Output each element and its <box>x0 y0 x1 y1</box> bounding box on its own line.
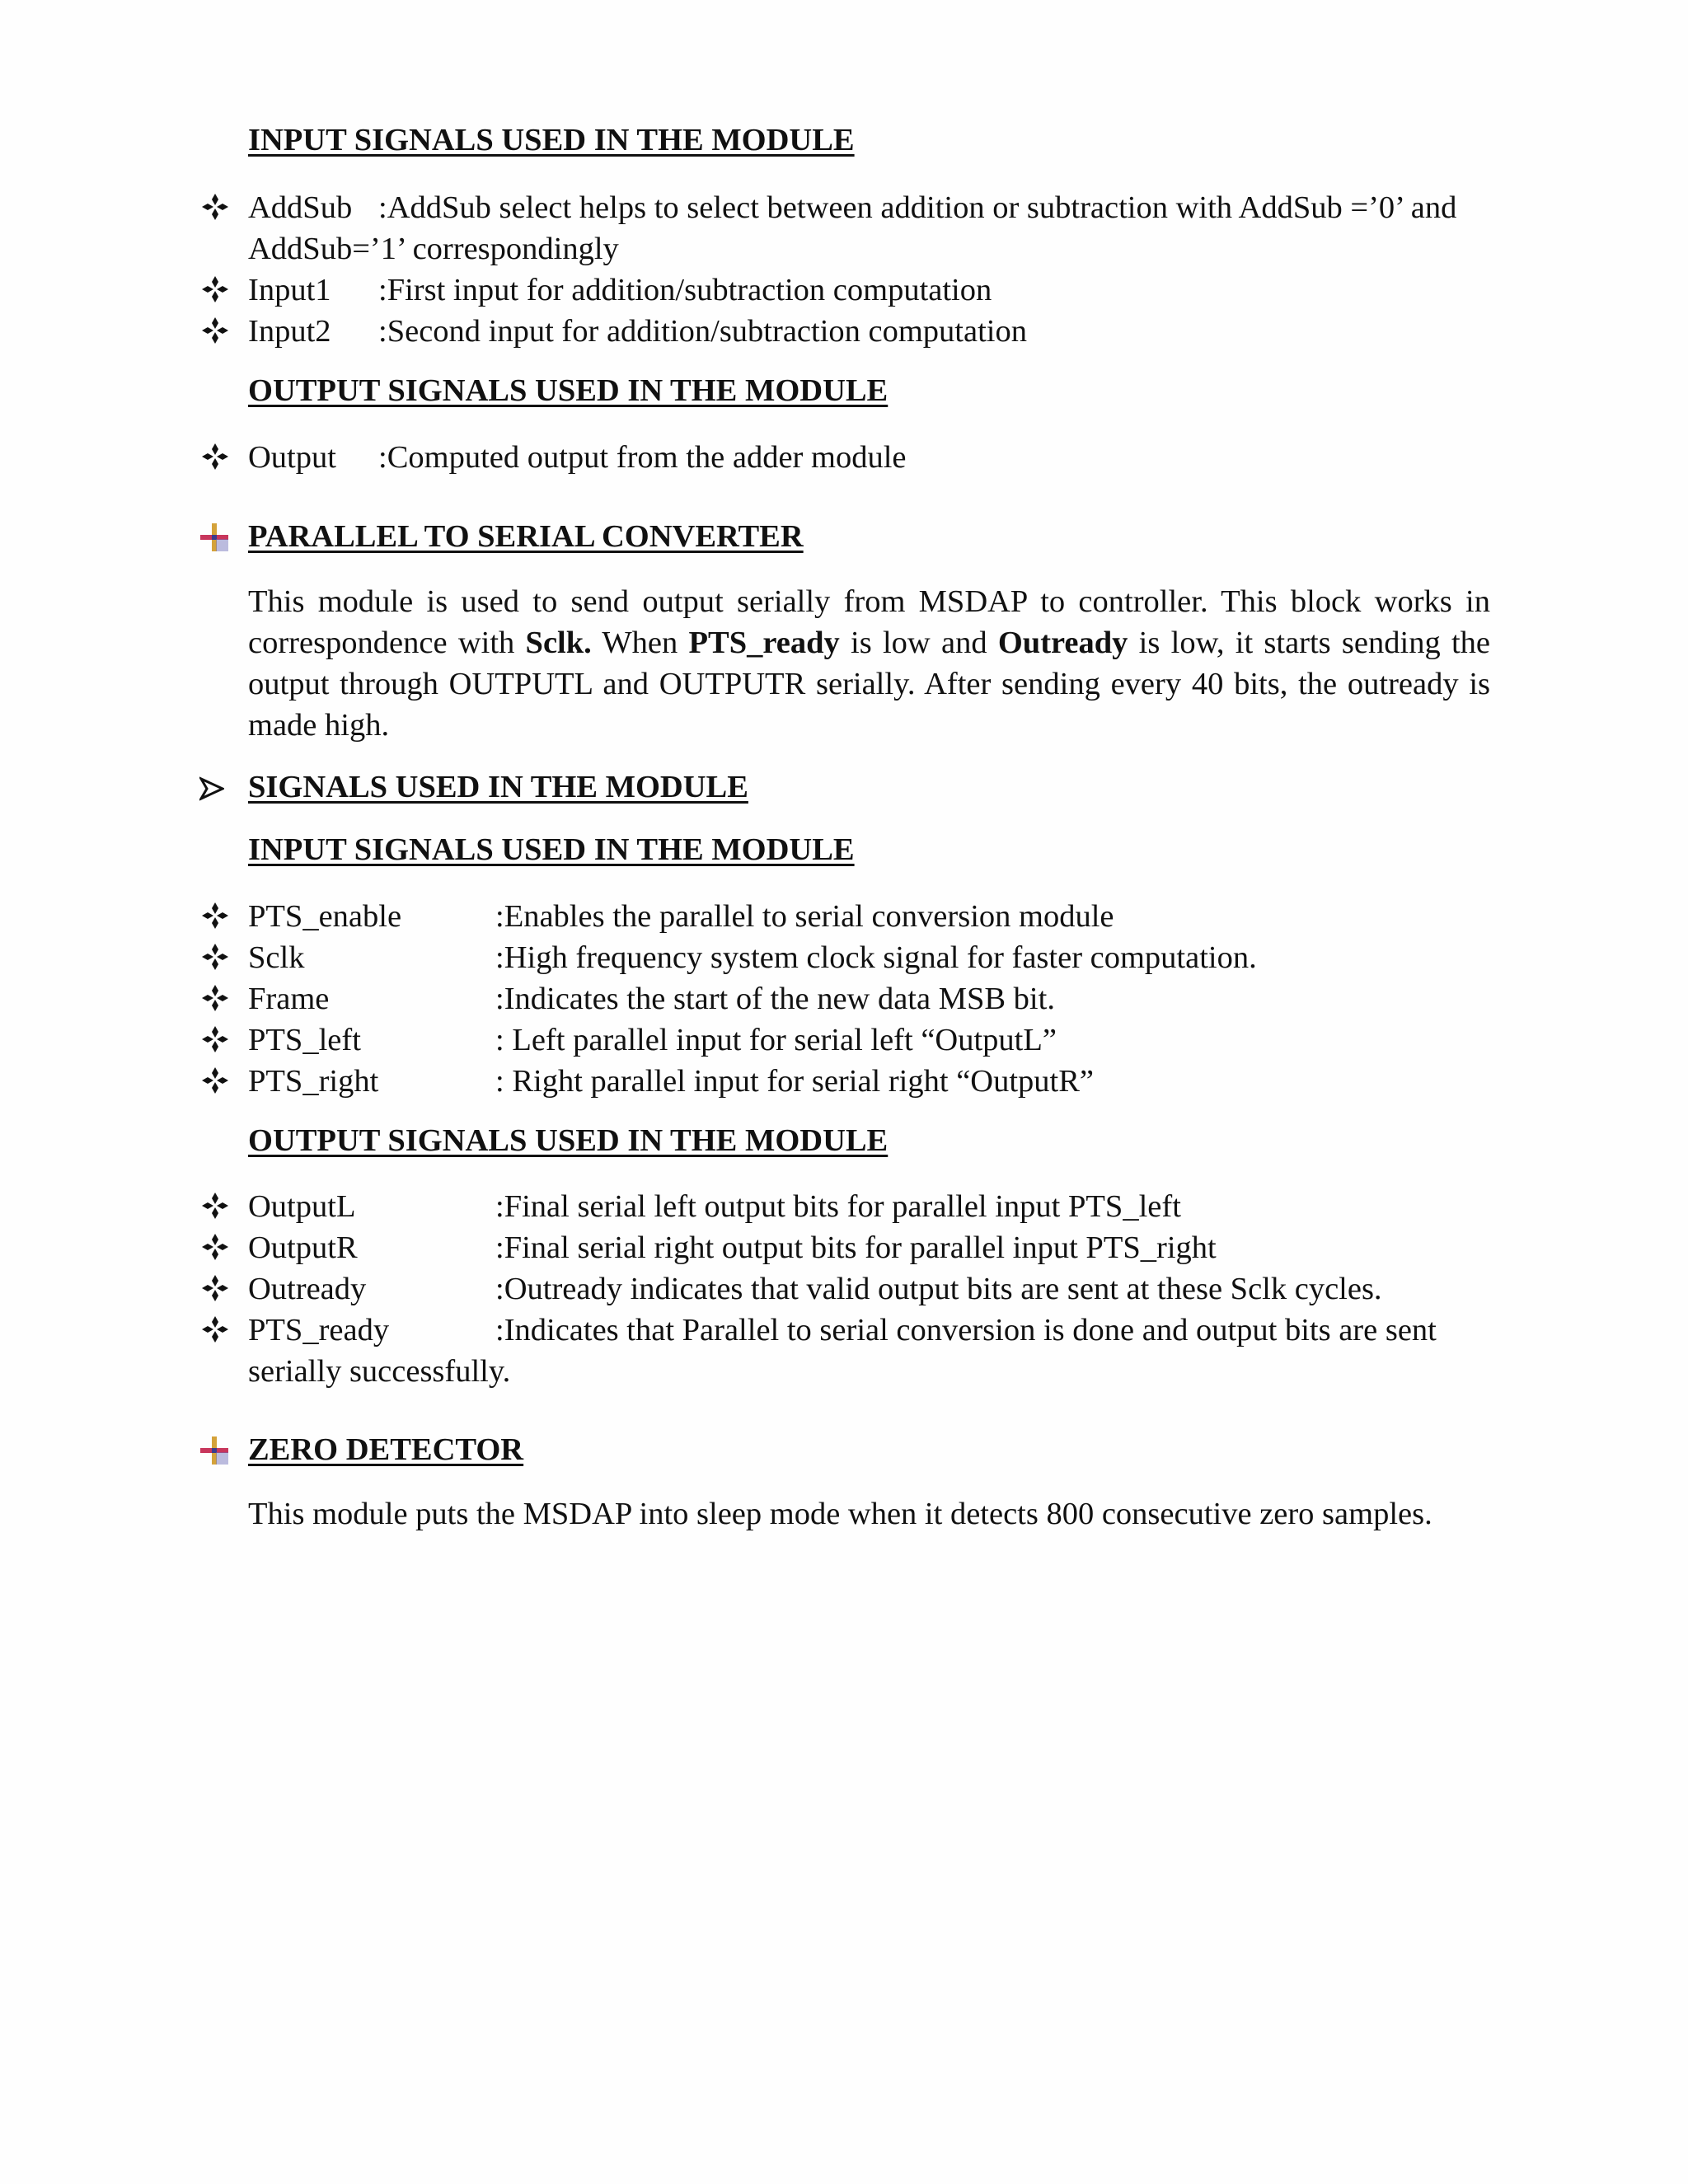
adder-output-heading: OUTPUT SIGNALS USED IN THE MODULE <box>248 373 889 408</box>
zero-detector-title: ZERO DETECTOR <box>248 1432 524 1467</box>
pts-section-title: PARALLEL TO SERIAL CONVERTER <box>248 519 804 554</box>
diamond-bullet-icon <box>201 902 229 930</box>
diamond-bullet-icon <box>201 1315 229 1343</box>
signal-desc-pts-right: : Right parallel input for serial right “OutputR” <box>495 1064 1094 1099</box>
diamond-bullet-icon <box>201 1233 229 1261</box>
signal-desc-outputl: :Final serial left output bits for parallel input PTS_left <box>495 1189 1181 1224</box>
signal-desc-input2: :Second input for addition/subtraction computation <box>378 314 1027 349</box>
signal-desc-output: :Computed output from the adder module <box>378 440 907 475</box>
diamond-bullet-icon <box>201 443 229 471</box>
signal-name-output: Output <box>248 440 336 475</box>
signal-desc-outputr: :Final serial right output bits for parallel input PTS_right <box>495 1230 1217 1265</box>
signal-name-outready: Outready <box>248 1272 367 1306</box>
arrow-bullet-icon <box>199 776 224 801</box>
diamond-bullet-icon <box>201 1192 229 1220</box>
signal-desc-addsub-line1: :AddSub select helps to select between addition or subtraction with AddSub =’0’ and <box>378 190 1457 225</box>
diamond-bullet-icon <box>201 943 229 971</box>
signal-name-input1: Input1 <box>248 273 331 307</box>
signal-name-sclk: Sclk <box>248 940 305 975</box>
signal-desc-pts-left: : Left parallel input for serial left “OutputL” <box>495 1023 1057 1057</box>
signal-desc-input1: :First input for addition/subtraction computation <box>378 273 992 307</box>
pts-output-heading: OUTPUT SIGNALS USED IN THE MODULE <box>248 1123 889 1158</box>
signal-name-pts-ready: PTS_ready <box>248 1313 390 1347</box>
signal-desc-pts-ready-line1: :Indicates that Parallel to serial conversion is done and output bits are sent <box>495 1313 1437 1347</box>
signal-name-pts-left: PTS_left <box>248 1023 361 1057</box>
section-cross-icon <box>198 1434 231 1467</box>
signal-name-frame: Frame <box>248 982 330 1016</box>
diamond-bullet-icon <box>201 275 229 303</box>
adder-input-heading: INPUT SIGNALS USED IN THE MODULE <box>248 123 855 157</box>
signal-name-pts-enable: PTS_enable <box>248 899 402 934</box>
signal-name-input2: Input2 <box>248 314 331 349</box>
diamond-bullet-icon <box>201 193 229 221</box>
diamond-bullet-icon <box>201 1066 229 1094</box>
diamond-bullet-icon <box>201 1025 229 1053</box>
signal-name-outputl: OutputL <box>248 1189 356 1224</box>
signal-name-outputr: OutputR <box>248 1230 358 1265</box>
pts-signals-heading: SIGNALS USED IN THE MODULE <box>248 770 748 804</box>
zero-detector-description: This module puts the MSDAP into sleep mode when it detects 800 consecutive zero samples. <box>248 1497 1432 1531</box>
signal-desc-addsub-line2: AddSub=’1’ correspondingly <box>248 232 619 266</box>
signal-name-addsub: AddSub <box>248 190 353 225</box>
diamond-bullet-icon <box>201 1274 229 1302</box>
signal-desc-pts-ready-line2: serially successfully. <box>248 1354 511 1389</box>
signal-desc-pts-enable: :Enables the parallel to serial conversion module <box>495 899 1114 934</box>
diamond-bullet-icon <box>201 984 229 1012</box>
diamond-bullet-icon <box>201 316 229 344</box>
signal-desc-outready: :Outready indicates that valid output bits are sent at these Sclk cycles. <box>495 1272 1382 1306</box>
section-cross-icon <box>198 521 231 554</box>
pts-description: This module is used to send output serially from MSDAP to controller. This block works in correspondence with Sclk. When PTS_ready is low and Outready is low, it starts sending the output through OUTPUTL and OUTPUTR serially. After sending every 40 bits, the outready is made high. <box>248 584 1490 743</box>
signal-name-pts-right: PTS_right <box>248 1064 379 1099</box>
signal-desc-frame: :Indicates the start of the new data MSB bit. <box>495 982 1055 1016</box>
signal-desc-sclk: :High frequency system clock signal for faster computation. <box>495 940 1257 975</box>
pts-input-heading: INPUT SIGNALS USED IN THE MODULE <box>248 832 855 867</box>
